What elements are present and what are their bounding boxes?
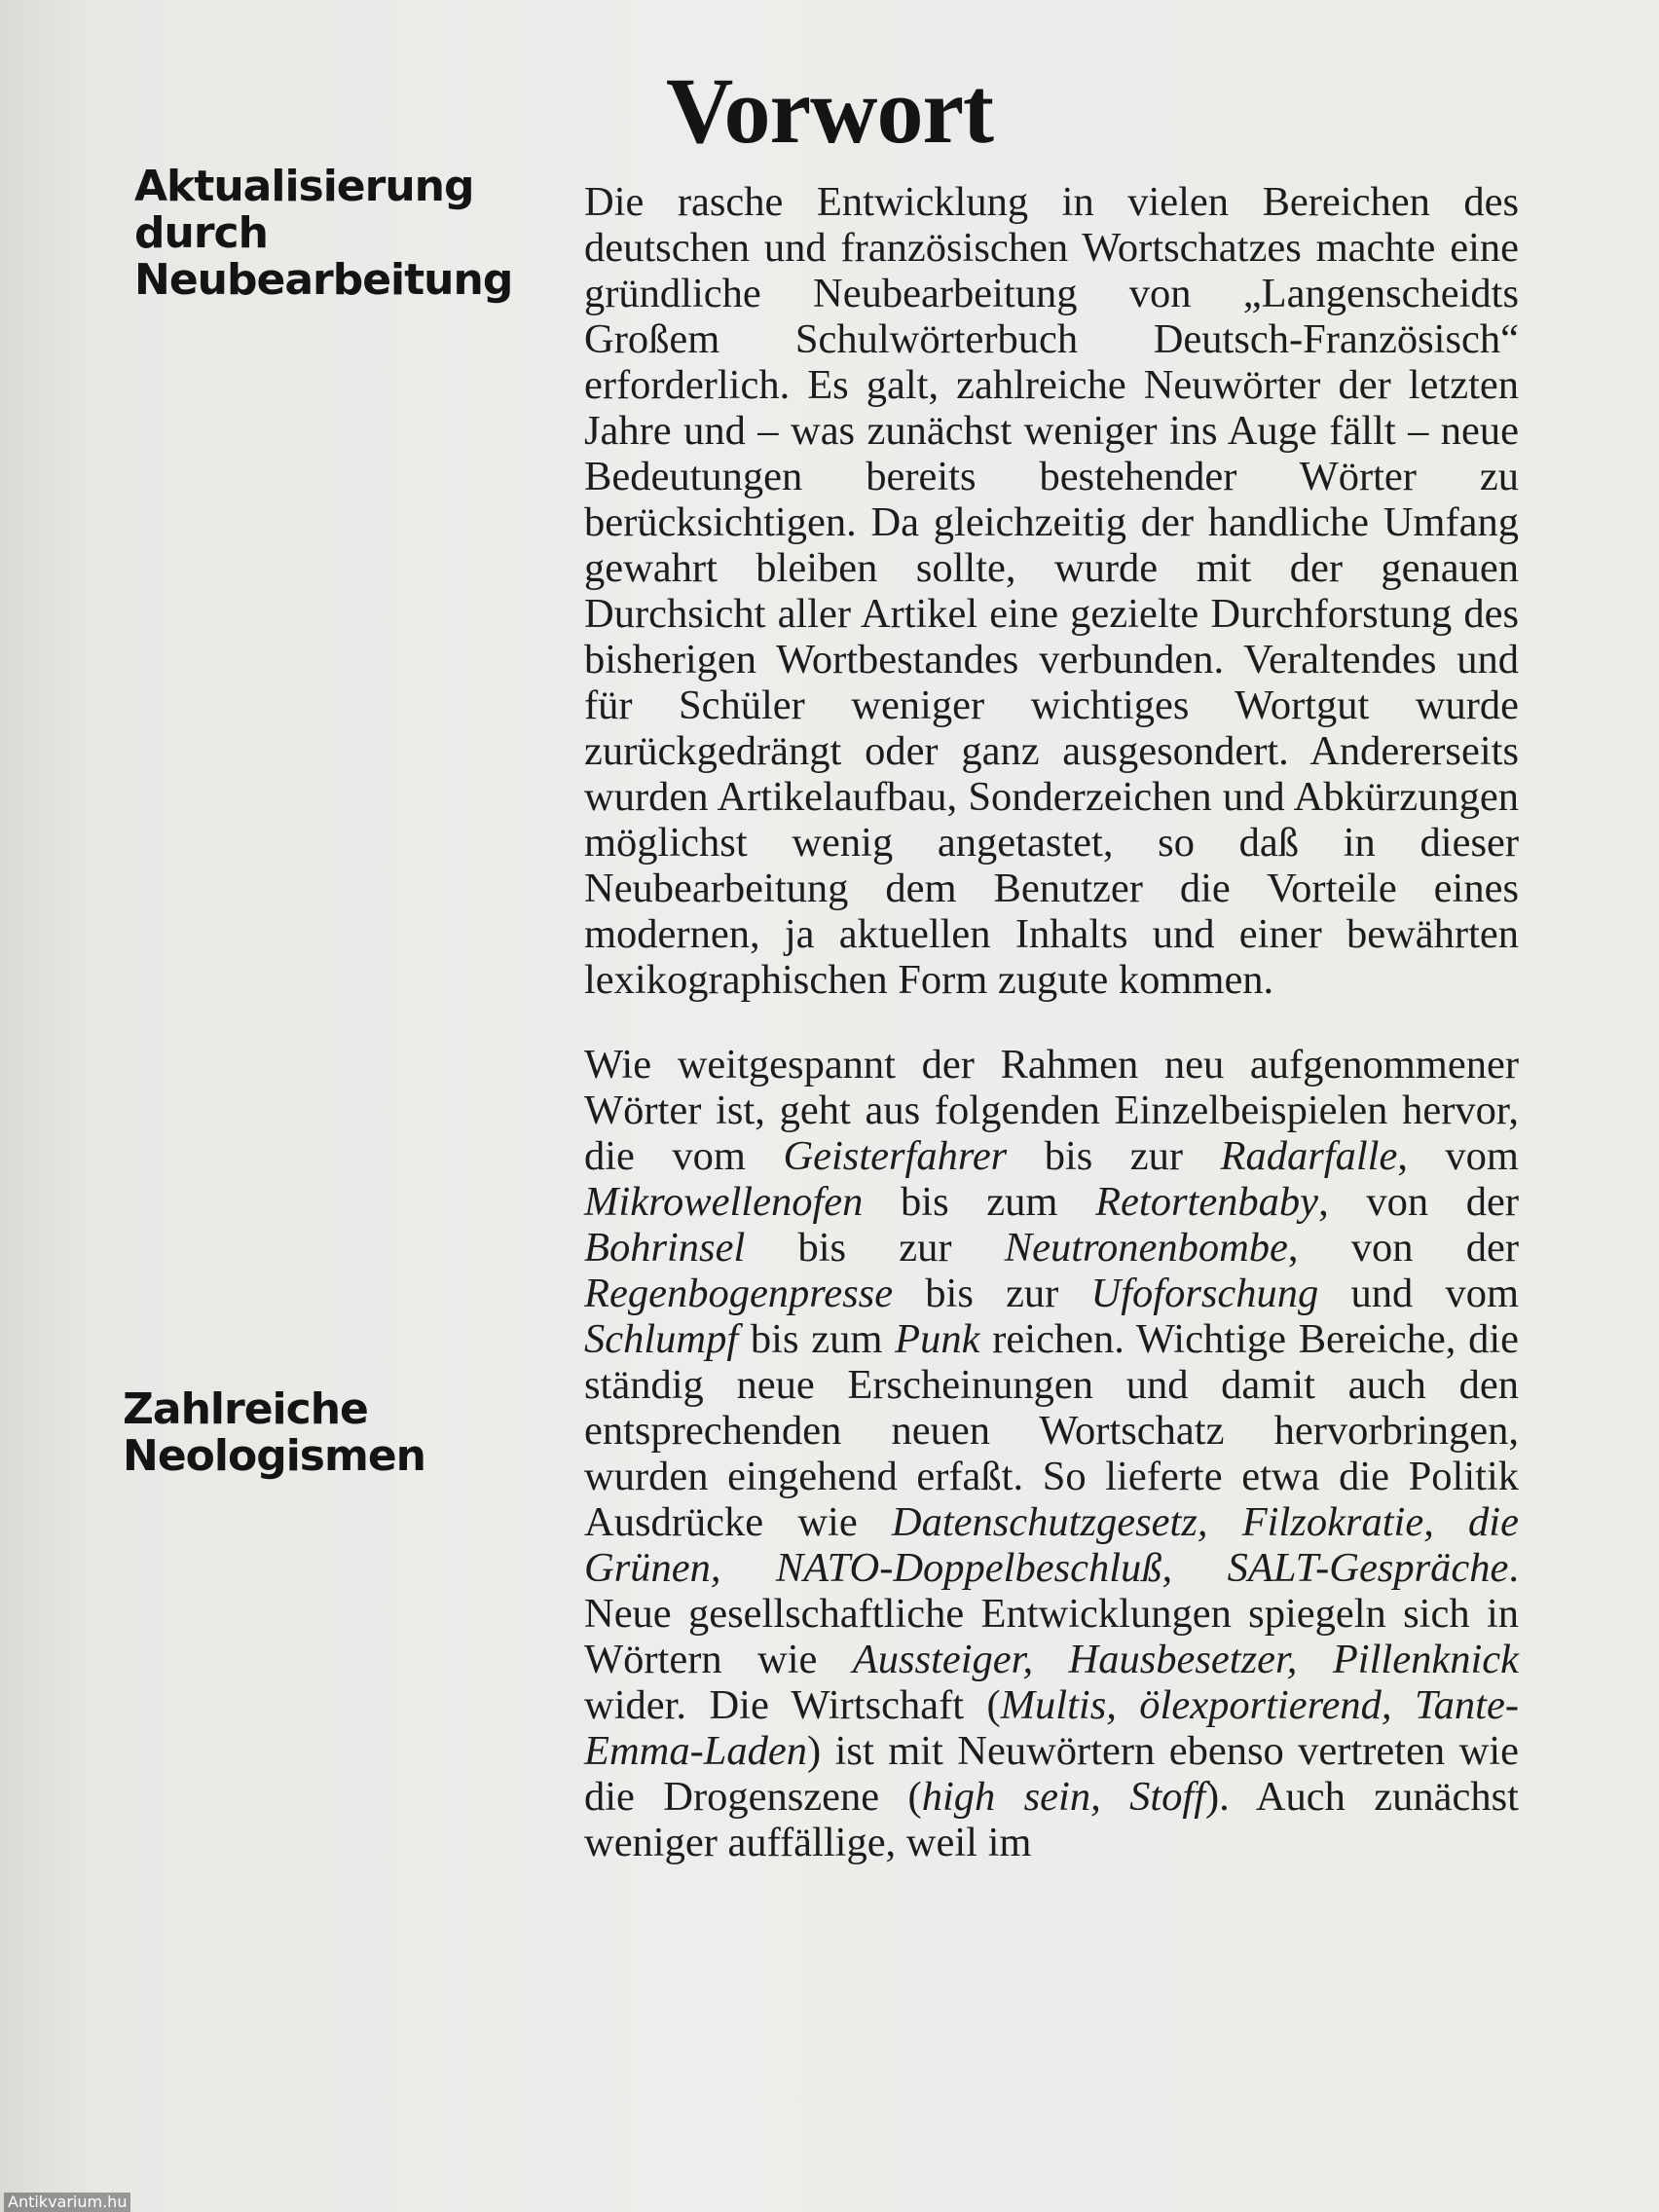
- example-word: Mikrowellenofen: [584, 1179, 864, 1225]
- text-run: wider. Die Wirtschaft (: [584, 1682, 1001, 1728]
- watermark: Antikvarium.hu: [4, 2193, 130, 2212]
- example-word: Geisterfahrer: [783, 1133, 1008, 1179]
- text-run: , vom: [1397, 1133, 1519, 1179]
- paragraph-2: [584, 1042, 1519, 1865]
- text-run: bis zur: [1007, 1133, 1221, 1179]
- example-word: Retortenbaby: [1095, 1179, 1319, 1225]
- text-run: reichen. Wichtige Bereiche, die ständig neue Erscheinungen und damit auch den entsprechenden neuen Wortschatz hervorbringen, wurden eingehend erfaßt. So lieferte etwa die Politik Ausdrücke wie: [584, 1316, 1519, 1545]
- text-run: Wie weitgespannt der Rahmen neu aufgenommener Wörter ist, geht aus folgenden Einzelbeispielen hervor, die vom: [584, 1042, 1519, 1179]
- example-word: Schlumpf: [584, 1316, 739, 1362]
- text-run: bis zum: [738, 1316, 896, 1362]
- text-run: bis zur: [893, 1271, 1091, 1316]
- text-run: ) ist mit Neuwörtern ebenso vertreten wie die Drogenszene (: [584, 1728, 1519, 1820]
- text-run: und vom: [1318, 1271, 1519, 1316]
- text-run: , von der: [1318, 1179, 1519, 1225]
- example-word: Regenbogenpresse: [584, 1271, 894, 1316]
- text-run: bis zum: [863, 1179, 1096, 1225]
- example-word: Radarfalle: [1220, 1133, 1398, 1179]
- example-word: Ufoforschung: [1090, 1271, 1319, 1316]
- example-word: Datenschutzgesetz, Filzokratie, die Grünen, NATO-Doppelbeschluß, SALT-Gespräche: [584, 1499, 1519, 1591]
- example-word: Punk: [895, 1316, 980, 1362]
- example-word: high sein, Stoff: [921, 1774, 1206, 1820]
- text-run: . Neue gesellschaftliche Entwicklungen spiegeln sich in Wörtern wie: [584, 1545, 1519, 1682]
- page-title: Vorwort: [665, 58, 994, 164]
- example-word: Aussteiger, Hausbesetzer, Pillenknick: [852, 1637, 1519, 1682]
- example-word: Bohrinsel: [584, 1225, 746, 1271]
- side-heading-neubearbeitung: Aktualisierung durch Neubearbeitung: [134, 162, 513, 305]
- example-word: Multis, ölexportierend, Tante-Emma-Laden: [584, 1682, 1520, 1774]
- text-run: , von der: [1287, 1225, 1519, 1271]
- example-word: Neutronenbombe: [1004, 1225, 1288, 1271]
- text-run: ). Auch zunächst weniger auffällige, weil im: [584, 1774, 1519, 1865]
- text-run: bis zur: [745, 1225, 1005, 1271]
- paragraph-1: Die rasche Entwicklung in vielen Bereichen des deutschen und französischen Wortschatzes machte eine gründliche Neubearbeitung von „Langenscheidts Großem Schulwörterbuch Deutsch-Französisch“ erforderlich. Es galt, zahlreiche Neuwörter der letzten Jahre und – was zunächst weniger ins Auge fällt – neue Bedeutungen bereits bestehender Wörter zu berücksichtigen. Da gleichzeitig der handliche Umfang gewahrt bleiben sollte, wurde mit der genauen Durchsicht aller Artikel eine gezielte Durchforstung des bisherigen Wortbestandes verbunden. Veraltendes und für Schüler weniger wichtiges Wortgut wurde zurückgedrängt oder ganz ausgesondert. Andererseits wurden Artikelaufbau, Sonderzeichen und Abkürzungen möglichst wenig angetastet, so daß in dieser Neubearbeitung dem Benutzer die Vorteile eines modernen, ja aktuellen Inhalts und einer bewährten lexikographischen Form zugute kommen.: [584, 179, 1519, 1003]
- body-text: [584, 179, 1519, 1865]
- side-heading-neologismen: Zahlreiche Neologismen: [123, 1384, 425, 1481]
